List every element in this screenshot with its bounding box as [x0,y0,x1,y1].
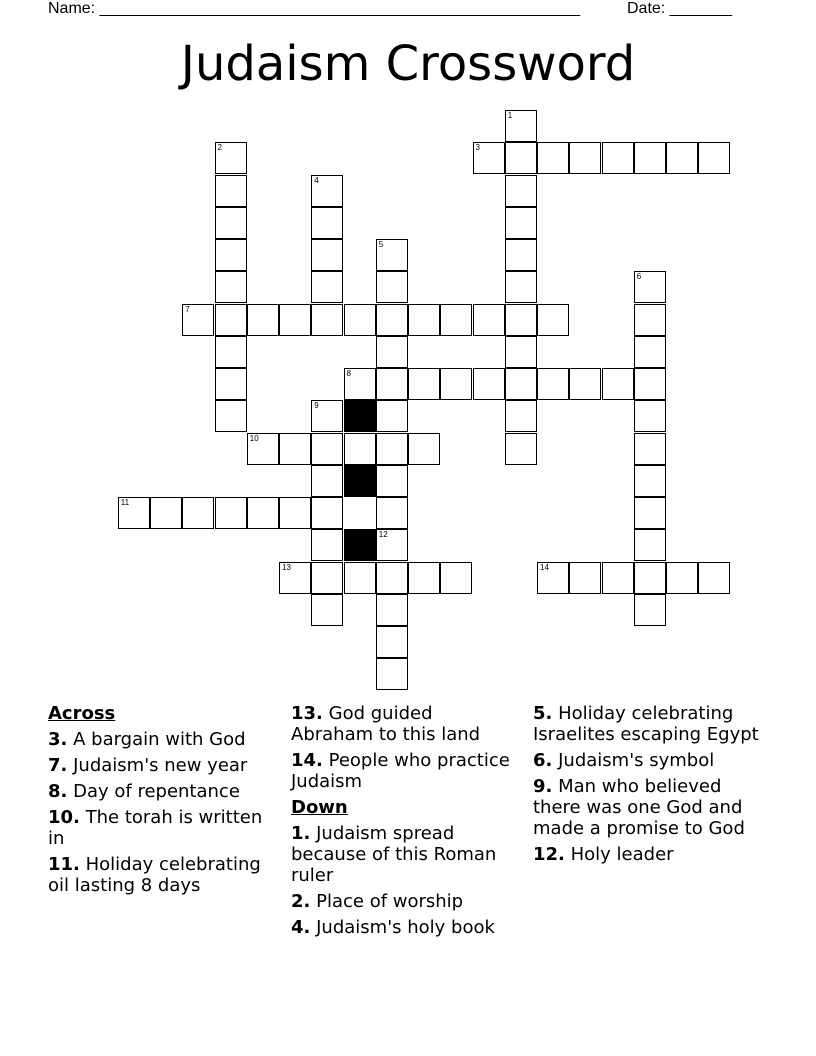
page-title: Judaism Crossword [180,36,636,92]
crossword-cell[interactable] [376,433,408,465]
crossword-cell[interactable] [279,433,311,465]
clue-text: Holy leader [570,844,674,865]
crossword-cell[interactable] [376,529,408,561]
crossword-cell[interactable] [182,304,214,336]
clue-across-13 [291,703,516,745]
clue-down-9 [533,776,768,839]
crossword-cell[interactable] [505,336,537,368]
across-heading: Across [48,703,116,724]
crossword-cell[interactable] [344,304,376,336]
clue-down-1 [291,823,516,886]
crossword-cell[interactable] [634,336,666,368]
crossword-cell[interactable] [215,336,247,368]
clue-text: Day of repentance [73,781,240,802]
clue-number: 13. [291,703,323,724]
crossword-cell[interactable] [376,304,408,336]
crossword-cell[interactable] [440,368,472,400]
clue-number-label: 3 [475,143,480,153]
clue-text: Holiday celebrating oil lasting 8 days [48,854,261,896]
clue-text: Judaism's symbol [558,750,715,771]
clue-text: Holiday celebrating Israelites escaping Egypt [533,703,759,745]
crossword-cell[interactable] [311,529,343,561]
crossword-cell[interactable] [505,433,537,465]
crossword-cell[interactable] [408,433,440,465]
crossword-cell[interactable] [634,465,666,497]
clue-number: 7. [48,755,68,776]
clue-number-label: 11 [120,498,130,507]
clue-number: 11. [48,854,80,875]
crossword-cell[interactable] [279,562,311,594]
crossword-cell[interactable] [473,142,505,174]
crossword-cell[interactable] [569,562,601,594]
black-square [344,465,376,497]
clue-column-1 [48,703,280,901]
crossword-cell[interactable] [634,400,666,432]
crossword-cell[interactable] [311,465,343,497]
name-label: Name: [48,0,100,17]
crossword-cell[interactable] [505,271,537,303]
crossword-cell[interactable] [666,142,698,174]
crossword-cell[interactable] [698,562,730,594]
crossword-cell[interactable] [634,433,666,465]
clue-number: 8. [48,781,68,802]
clue-number: 12. [533,844,565,865]
clue-number-label: 7 [185,304,190,314]
clue-number: 3. [48,729,68,750]
clue-down-6 [533,750,768,771]
crossword-cell[interactable] [602,142,634,174]
black-square [344,400,376,432]
crossword-cell[interactable] [376,368,408,400]
clue-down-5 [533,703,768,745]
crossword-cell[interactable] [505,239,537,271]
clue-down-2 [291,891,516,912]
crossword-cell[interactable] [215,271,247,303]
crossword-cell[interactable] [634,271,666,303]
crossword-cell[interactable] [505,110,537,142]
crossword-cell[interactable] [311,562,343,594]
crossword-cell[interactable] [537,562,569,594]
crossword-cell[interactable] [408,304,440,336]
crossword-cell[interactable] [505,207,537,239]
name-blank[interactable]: ______________________________________________________ [99,0,581,17]
crossword-cell[interactable] [634,304,666,336]
clue-text: Judaism's holy book [316,917,495,938]
clue-column-2 [291,703,516,943]
crossword-cell[interactable] [569,142,601,174]
clue-number: 6. [533,750,553,771]
clue-number: 5. [533,703,553,724]
clue-text: People who practice Judaism [291,750,510,792]
clue-down-4 [291,917,516,938]
crossword-cell[interactable] [311,271,343,303]
clue-number-label: 4 [314,175,319,185]
crossword-cell[interactable] [537,368,569,400]
crossword-cell[interactable] [505,175,537,207]
clue-number-label: 13 [282,562,291,572]
clue-across-11 [48,854,280,896]
crossword-cell[interactable] [376,497,408,529]
crossword-cell[interactable] [376,658,408,690]
date-blank[interactable]: _______ [669,0,732,17]
crossword-cell[interactable] [215,400,247,432]
clue-number-label: 14 [540,562,549,572]
crossword-cell[interactable] [215,142,247,174]
crossword-cell[interactable] [634,497,666,529]
crossword-cell[interactable] [215,368,247,400]
crossword-cell[interactable] [376,336,408,368]
crossword-cell[interactable] [634,142,666,174]
clue-across-8 [48,781,280,802]
clue-text: Judaism spread because of this Roman ruler [291,823,497,886]
date-label: Date: [627,0,670,17]
clue-number: 1. [291,823,311,844]
clue-text: Place of worship [316,891,464,912]
crossword-cell[interactable] [505,368,537,400]
crossword-cell[interactable] [247,433,279,465]
crossword-cell[interactable] [408,562,440,594]
crossword-cell[interactable] [473,304,505,336]
crossword-cell[interactable] [440,562,472,594]
crossword-cell[interactable] [634,594,666,626]
crossword-cell[interactable] [602,368,634,400]
clue-number: 14. [291,750,323,771]
crossword-cell[interactable] [440,304,472,336]
crossword-cell[interactable] [215,239,247,271]
clue-number-label: 6 [636,272,642,282]
clue-number: 2. [291,891,311,912]
clue-text: The torah is written in [48,807,263,849]
clue-across-10 [48,807,280,849]
crossword-cell[interactable] [376,562,408,594]
crossword-cell[interactable] [634,562,666,594]
crossword-cell[interactable] [505,142,537,174]
crossword-cell[interactable] [376,271,408,303]
crossword-cell[interactable] [408,368,440,400]
clue-number-label: 2 [217,143,222,153]
clue-down-12 [533,844,768,865]
crossword-cell[interactable] [215,175,247,207]
crossword-cell[interactable] [247,497,279,529]
crossword-cell[interactable] [569,368,601,400]
crossword-cell[interactable] [698,142,730,174]
black-square [344,529,376,561]
clue-number-label: 8 [346,369,351,378]
clue-number-label: 5 [378,240,384,249]
clue-number-label: 12 [378,530,388,540]
crossword-cell[interactable] [634,368,666,400]
clue-number: 9. [533,776,553,797]
crossword-cell[interactable] [473,368,505,400]
clue-text: God guided Abraham to this land [291,703,481,745]
crossword-cell[interactable] [311,400,343,432]
clue-text: Man who believed there was one God and made a promise to God [533,776,745,839]
crossword-cell[interactable] [182,497,214,529]
crossword-cell[interactable] [215,207,247,239]
clue-number-label: 1 [507,111,513,120]
crossword-cell[interactable] [247,304,279,336]
down-heading: Down [291,797,348,818]
clue-number: 10. [48,807,80,828]
crossword-cell[interactable] [376,594,408,626]
crossword-cell[interactable] [279,304,311,336]
crossword-cell[interactable] [666,562,698,594]
clue-across-14 [291,750,516,792]
crossword-cell[interactable] [311,433,343,465]
crossword-cell[interactable] [118,497,150,529]
crossword-cell[interactable] [311,175,343,207]
crossword-cell[interactable] [537,142,569,174]
clue-number: 4. [291,917,311,938]
crossword-cell[interactable] [311,207,343,239]
crossword-cell[interactable] [634,529,666,561]
crossword-cell[interactable] [376,239,408,271]
crossword-cell[interactable] [344,433,376,465]
crossword-cell[interactable] [311,497,343,529]
crossword-cell[interactable] [505,400,537,432]
crossword-cell[interactable] [376,626,408,658]
crossword-cell[interactable] [215,497,247,529]
crossword-cell[interactable] [376,400,408,432]
crossword-cell[interactable] [279,497,311,529]
crossword-cell[interactable] [602,562,634,594]
crossword-cell[interactable] [311,594,343,626]
crossword-cell[interactable] [537,304,569,336]
clue-number-label: 10 [249,433,259,443]
clue-text: A bargain with God [73,729,246,750]
clue-number-label: 9 [314,401,319,411]
clue-across-3 [48,729,280,750]
crossword-cell[interactable] [311,239,343,271]
clue-text: Judaism's new year [73,755,248,776]
crossword-cell[interactable] [344,368,376,400]
crossword-cell[interactable] [376,465,408,497]
crossword-cell[interactable] [150,497,182,529]
clue-column-3 [533,703,768,870]
crossword-cell[interactable] [311,304,343,336]
crossword-cell[interactable] [215,304,247,336]
crossword-cell[interactable] [505,304,537,336]
clue-across-7 [48,755,280,776]
crossword-cell[interactable] [344,562,376,594]
